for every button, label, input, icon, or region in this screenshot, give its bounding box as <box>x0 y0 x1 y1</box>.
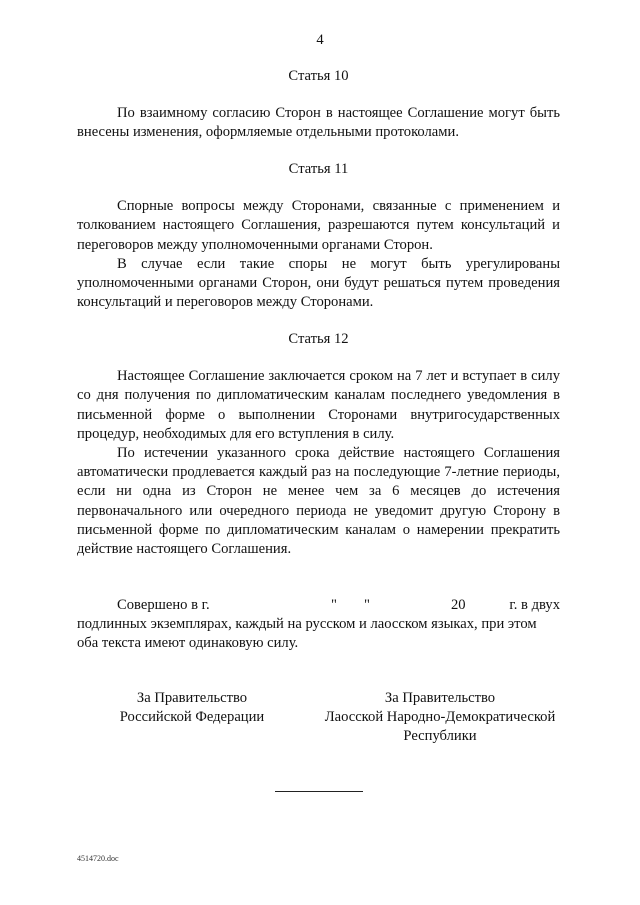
date-quote-open: " <box>331 597 337 613</box>
paragraph: По взаимному согласию Сторон в настоящее Соглашение могут быть внесены изменения, оформляемые отдельными протоколами. <box>77 105 560 141</box>
signature-line: За Правительство <box>136 690 248 706</box>
paragraph: Настоящее Соглашение заключается сроком на 7 лет и вступает в силу со дня получения по дипломатическим каналам последнего уведомления в письменной форме о выполнении Сторонами внутригосударственных процедур, необходимых для его вступления в силу. <box>77 368 560 442</box>
signing-place-prefix: Совершено в г. <box>117 597 210 613</box>
signing-clause-rest: подлинных экземплярах, каждый на русском и лаосском языках, при этом оба текста имеют одинаковую силу. <box>77 616 537 652</box>
signing-copies-prefix: г. в двух <box>509 597 560 613</box>
signature-block-laos <box>315 689 565 746</box>
page-number: 4 <box>316 32 324 48</box>
closing-divider <box>275 791 363 792</box>
article-title: Статья 12 <box>288 331 349 347</box>
date-quote-close: " <box>364 597 370 613</box>
signature-line: Российской Федерации <box>119 709 265 725</box>
article-10 <box>77 67 560 143</box>
document-id: 4514720.doc <box>77 854 119 863</box>
signing-year: 20 <box>451 597 466 613</box>
article-title: Статья 10 <box>288 68 349 84</box>
signing-clause <box>77 596 560 653</box>
signature-line: Лаосской Народно-Демократической <box>324 709 556 725</box>
paragraph: В случае если такие споры не могут быть урегулированы уполномоченными органами Сторон, они будут решаться путем проведения консультаций и переговоров между Сторонами. <box>77 255 560 311</box>
signature-line: За Правительство <box>384 690 496 706</box>
article-11 <box>77 160 560 312</box>
article-12 <box>77 330 560 559</box>
signature-line: Республики <box>403 728 477 744</box>
paragraph: Спорные вопросы между Сторонами, связанные с применением и толкованием настоящего Соглашения, разрешаются путем консультаций и переговоров между уполномоченными органами Сторон. <box>77 198 560 253</box>
article-title: Статья 11 <box>288 161 349 177</box>
paragraph: По истечении указанного срока действие настоящего Соглашения автоматически продлевается каждый раз на последующие 7-летние периоды, если ни одна из Сторон не менее чем за 6 месяцев до истечения первоначального или очередного периода не уведомит другую Сторону в письменной форме по дипломатическим каналам о намерении прекратить действие настоящего Соглашения. <box>77 445 560 558</box>
signature-block-russia <box>103 689 281 727</box>
signing-clause-first-line <box>77 596 560 615</box>
